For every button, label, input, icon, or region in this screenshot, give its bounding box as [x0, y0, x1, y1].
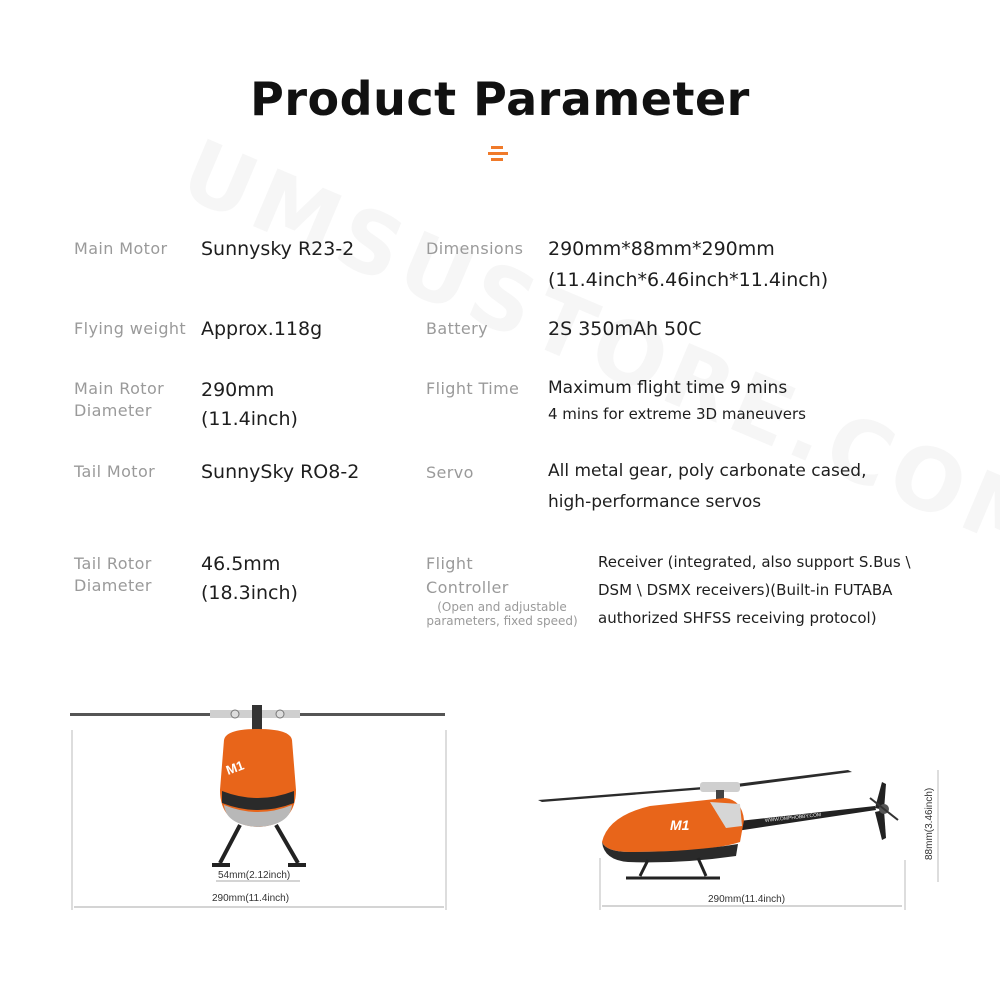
- decal-text: M1: [670, 817, 690, 833]
- helicopter-side-view: [530, 760, 950, 920]
- dimensions-value-2: (11.4inch*6.46inch*11.4inch): [548, 269, 829, 291]
- main-motor-value: Sunnysky R23-2: [201, 238, 355, 260]
- flight-time-value-2: 4 mins for extreme 3D maneuvers: [548, 405, 806, 423]
- battery-label: Battery: [426, 319, 489, 338]
- flight-controller-value-3: authorized SHFSS receiving protocol): [598, 609, 877, 627]
- dimensions-label: Dimensions: [426, 239, 524, 258]
- main-rotor-value-1: 290mm: [201, 379, 275, 401]
- flying-weight-value: Approx.118g: [201, 318, 323, 340]
- flight-controller-note-1: (Open and adjustable: [437, 600, 567, 614]
- flight-controller-label-2: Controller: [426, 578, 509, 597]
- flight-controller-note-2: parameters, fixed speed): [426, 614, 578, 628]
- tail-rotor-label-1: Tail Rotor: [74, 554, 152, 573]
- decal-text: M1: [223, 757, 246, 778]
- battery-value: 2S 350mAh 50C: [548, 318, 702, 340]
- flight-controller-value-1: Receiver (integrated, also support S.Bus \: [598, 553, 911, 571]
- dimensions-value-1: 290mm*88mm*290mm: [548, 238, 775, 260]
- skid-width-label: 54mm(2.12inch): [218, 870, 291, 881]
- tail-rotor-value-1: 46.5mm: [201, 553, 281, 575]
- main-rotor-blade: [538, 786, 720, 802]
- tail-rotor-value-2: (18.3inch): [201, 582, 298, 604]
- website-decal: WWW.OMPHOBBY.COM: [764, 812, 822, 824]
- flying-weight-label: Flying weight: [74, 319, 187, 338]
- rotor-width-label: 290mm(11.4inch): [212, 893, 290, 904]
- flight-time-value-1: Maximum flight time 9 mins: [548, 378, 788, 398]
- main-motor-label: Main Motor: [74, 239, 168, 258]
- flight-controller-label-1: Flight: [426, 554, 474, 573]
- main-rotor-value-2: (11.4inch): [201, 408, 298, 430]
- main-rotor-label-1: Main Rotor: [74, 379, 165, 398]
- tail-rotor-label-2: Diameter: [74, 576, 152, 595]
- height-label: 88mm(3.46inch): [924, 787, 935, 860]
- helicopter-front-view: [60, 695, 460, 920]
- length-label: 290mm(11.4inch): [708, 894, 786, 905]
- page-title: Product Parameter: [250, 72, 750, 126]
- main-rotor-label-2: Diameter: [74, 401, 152, 420]
- tail-motor-label: Tail Motor: [74, 462, 156, 481]
- tail-motor-value: SunnySky RO8-2: [201, 461, 360, 483]
- flight-controller-value-2: DSM \ DSMX receivers)(Built-in FUTABA: [598, 581, 893, 599]
- servo-value-2: high-performance servos: [548, 492, 762, 512]
- menu-lines-icon: [488, 146, 512, 162]
- servo-label: Servo: [426, 463, 474, 482]
- flight-time-label: Flight Time: [426, 379, 520, 398]
- servo-value-1: All metal gear, poly carbonate cased,: [548, 461, 867, 481]
